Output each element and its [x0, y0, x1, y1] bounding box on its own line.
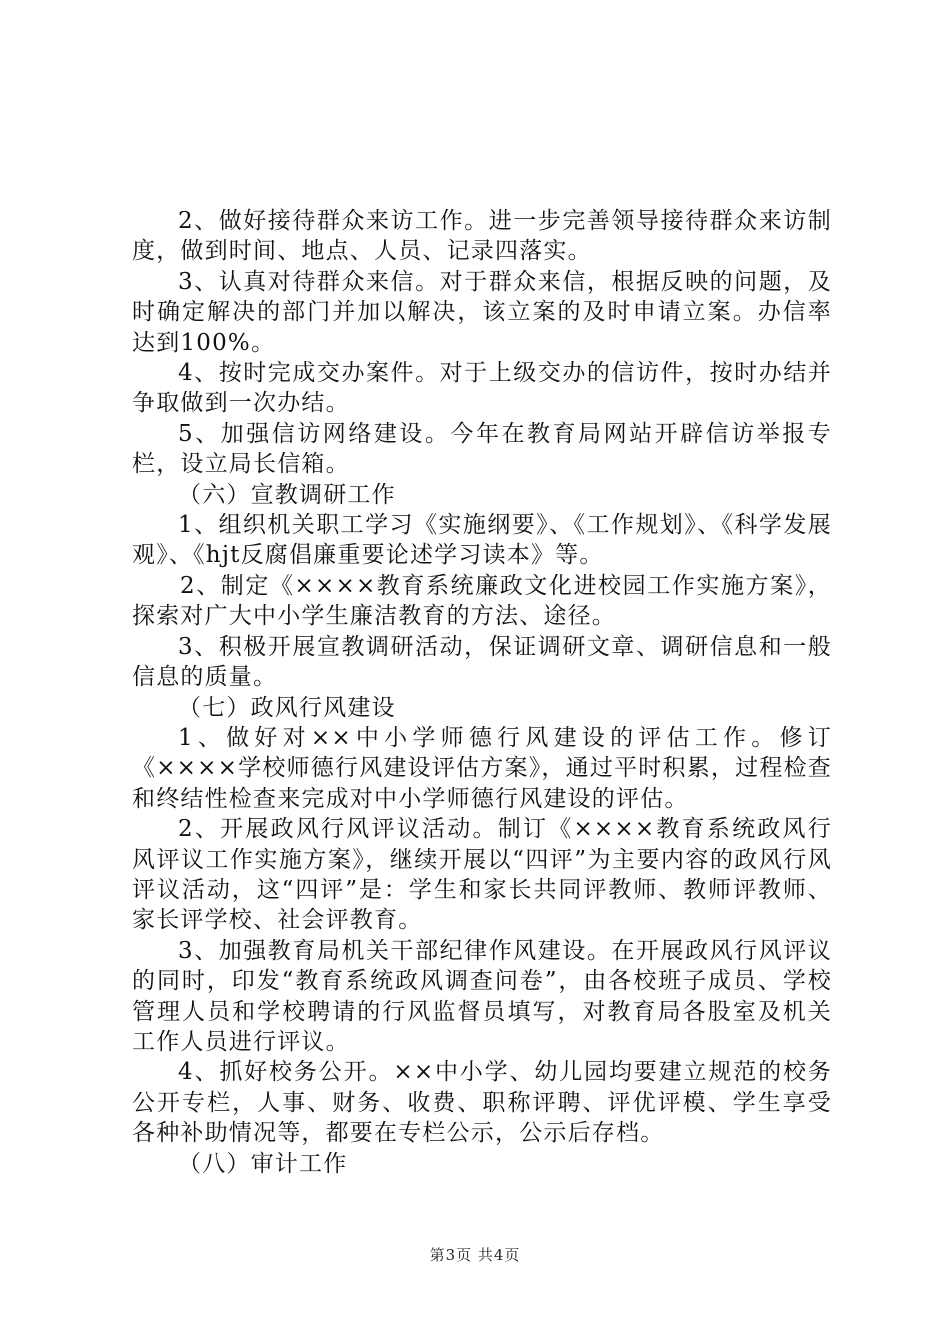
paragraph-discipline: 3、加强教育局机关干部纪律作风建设。在开展政风行风评议的同时，印发“教育系统政风调查问卷”，由各校班子成员、学校管理人员和学校聘请的行风监督员填写，对教育局各股室及机关工作人员进行评议。: [132, 937, 832, 1055]
paragraph-assigned-cases: 4、按时完成交办案件。对于上级交办的信访件，按时办结并争取做到一次办结。: [132, 360, 832, 417]
paragraph-ethics-evaluation: 1、做好对××中小学师德行风建设的评估工作。修订《××××学校师德行风建设评估方案》，通过平时积累，过程检查和终结性检查来完成对中小学师德行风建设的评估。: [132, 724, 832, 812]
paragraph-petition-network: 5、加强信访网络建设。今年在教育局网站开辟信访举报专栏，设立局长信箱。: [132, 420, 832, 478]
paragraph-reception-visits: 2、做好接待群众来访工作。进一步完善领导接待群众来访制度，做到时间、地点、人员、记录四落实。: [132, 208, 832, 265]
document-body: [132, 206, 832, 1179]
paragraph-style-review: 2、开展政风行风评议活动。制订《××××教育系统政风行风评议工作实施方案》，继续开展以“四评”为主要内容的政风行风评议活动，这“四评”是：学生和家长共同评教师、教师评教师、家长评学校、社会评教育。: [132, 816, 832, 934]
paragraph-school-affairs: 4、抓好校务公开。××中小学、幼儿园均要建立规范的校务公开专栏，人事、财务、收费、职称评聘、评优评模、学生享受各种补助情况等，都要在专栏公示，公示后存档。: [132, 1059, 832, 1147]
section-heading-7: （七）政风行风建设: [178, 694, 396, 721]
page-number-footer: 第3页 共4页: [429, 1246, 521, 1264]
section-heading-8: （八）审计工作: [178, 1150, 348, 1177]
paragraph-letters: 3、认真对待群众来信。对于群众来信，根据反映的问题，及时确定解决的部门并加以解决，该立案的及时申请立案。办信率达到100%。: [132, 268, 832, 356]
paragraph-research: 3、积极开展宣教调研活动，保证调研文章、调研信息和一般信息的质量。: [132, 633, 832, 691]
paragraph-anticorruption-plan: 2、制定《××××教育系统廉政文化进校园工作实施方案》，探索对广大中小学生廉洁教育的方法、途径。: [132, 572, 832, 630]
paragraph-study: 1、组织机关职工学习《实施纲要》、《工作规划》、《科学发展观》、《hjt反腐倡廉重要论述学习读本》等。: [132, 512, 832, 569]
section-heading-6: （六）宣教调研工作: [178, 481, 396, 508]
